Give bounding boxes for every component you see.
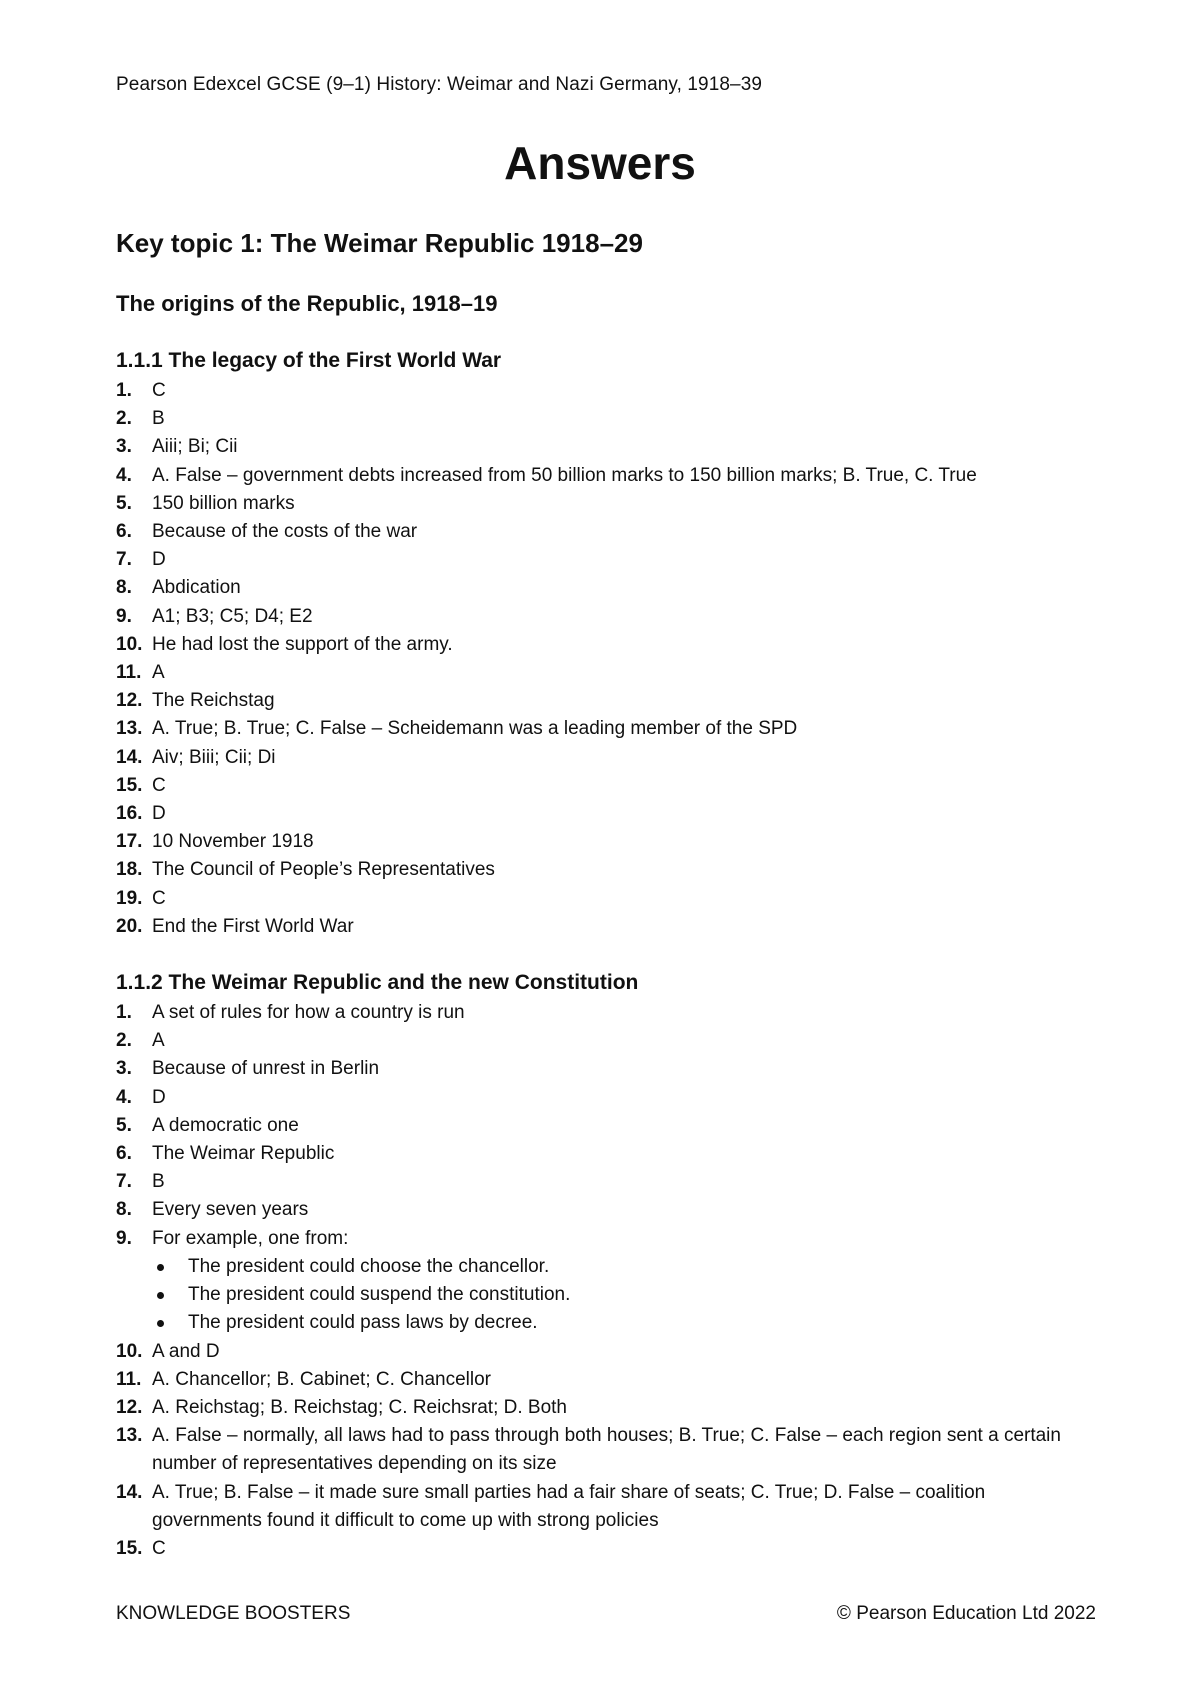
footer-series-label: KNOWLEDGE BOOSTERS xyxy=(116,1603,351,1624)
answer-text: End the First World War xyxy=(152,915,354,937)
answer-number: 6. xyxy=(116,1143,132,1165)
answer-item xyxy=(116,715,1096,743)
answer-number: 15. xyxy=(116,1537,143,1559)
answer-number: 12. xyxy=(116,1396,143,1418)
answer-item xyxy=(116,1225,1096,1338)
answer-text: A xyxy=(152,662,165,684)
answer-text: A1; B3; C5; D4; E2 xyxy=(152,605,313,627)
answer-number: 8. xyxy=(116,577,132,599)
answer-item xyxy=(116,659,1096,687)
answer-text: For example, one from: xyxy=(152,1227,349,1249)
answer-text: A. True; B. False – it made sure small parties had a fair share of seats; C. True; D. False – coalition governments found it difficult to come up with strong policies xyxy=(152,1481,986,1531)
key-topic-heading: Key topic 1: The Weimar Republic 1918–29 xyxy=(116,228,643,258)
answer-item xyxy=(116,518,1096,546)
answer-item xyxy=(116,574,1096,602)
answer-text: Because of the costs of the war xyxy=(152,521,418,543)
answers-content xyxy=(116,228,1096,1563)
answer-list xyxy=(116,999,1096,1563)
page-header: Pearson Edexcel GCSE (9–1) History: Weimar and Nazi Germany, 1918–39 xyxy=(116,74,763,95)
answer-item xyxy=(116,462,1096,490)
answer-item xyxy=(116,1535,1096,1563)
answer-number: 14. xyxy=(116,1481,143,1503)
answer-item xyxy=(116,772,1096,800)
footer-copyright: © Pearson Education Ltd 2022 xyxy=(836,1603,1096,1624)
answer-number: 1. xyxy=(116,380,132,401)
answer-list xyxy=(116,377,1096,941)
answer-text: Abdication xyxy=(152,577,241,599)
answer-item xyxy=(116,1366,1096,1394)
answer-item xyxy=(116,744,1096,772)
answer-item xyxy=(116,1394,1096,1422)
answer-item xyxy=(116,856,1096,884)
answer-number: 2. xyxy=(116,408,132,430)
answer-text: A. False – government debts increased from 50 billion marks to 150 billion marks; B. True, C. True xyxy=(152,464,977,486)
answer-number: 12. xyxy=(116,690,143,712)
page-footer xyxy=(116,1603,1096,1625)
subsection-heading: 1.1.2 The Weimar Republic and the new Constitution xyxy=(116,971,639,995)
answer-number: 16. xyxy=(116,803,143,825)
answer-text: 10 November 1918 xyxy=(152,831,314,853)
answer-number: 17. xyxy=(116,831,143,853)
page-title: Answers xyxy=(504,137,696,189)
answer-item xyxy=(116,1479,1096,1535)
answer-item xyxy=(116,1084,1096,1112)
answer-number: 13. xyxy=(116,1425,143,1447)
answer-item xyxy=(116,913,1096,941)
answer-text: C xyxy=(152,1537,166,1559)
answer-item xyxy=(116,631,1096,659)
answer-text: A. False – normally, all laws had to pass through both houses; B. True; C. False – each region sent a certain number of representatives depending on its size xyxy=(152,1425,1061,1475)
answer-text: C xyxy=(152,380,166,401)
answer-text: The Reichstag xyxy=(152,690,275,712)
section-heading: The origins of the Republic, 1918–19 xyxy=(116,291,498,316)
answer-number: 11. xyxy=(116,1368,142,1390)
answer-number: 4. xyxy=(116,464,132,486)
answer-item xyxy=(116,800,1096,828)
answer-text: B xyxy=(152,408,165,430)
answer-number: 3. xyxy=(116,436,132,458)
answer-number: 9. xyxy=(116,605,132,627)
answer-number: 15. xyxy=(116,774,143,796)
answer-number: 1. xyxy=(116,1002,132,1024)
answer-text: C xyxy=(152,774,166,796)
answer-text: A set of rules for how a country is run xyxy=(152,1002,465,1024)
answer-text: A xyxy=(152,1030,165,1052)
subsection-heading: 1.1.1 The legacy of the First World War xyxy=(116,349,502,372)
bullet-item: The president could pass laws by decree. xyxy=(152,1309,1096,1337)
answer-item xyxy=(116,885,1096,913)
answer-text: Aiii; Bi; Cii xyxy=(152,436,238,458)
answer-text: The Council of People’s Representatives xyxy=(152,859,495,881)
bullet-list xyxy=(152,1253,1096,1338)
answer-number: 5. xyxy=(116,492,132,514)
answer-text: The Weimar Republic xyxy=(152,1143,335,1165)
answer-item xyxy=(116,1027,1096,1055)
bullet-item: The president could choose the chancellor. xyxy=(152,1253,1096,1281)
answer-item xyxy=(116,1112,1096,1140)
answer-item xyxy=(116,999,1096,1027)
answer-number: 2. xyxy=(116,1030,132,1052)
answer-item xyxy=(116,828,1096,856)
answer-item xyxy=(116,1338,1096,1366)
answer-text: He had lost the support of the army. xyxy=(152,633,453,655)
answer-text: A. Reichstag; B. Reichstag; C. Reichsrat; D. Both xyxy=(152,1396,568,1418)
answer-item xyxy=(116,1196,1096,1224)
answer-item xyxy=(116,687,1096,715)
answer-item xyxy=(116,1422,1096,1478)
answer-number: 18. xyxy=(116,859,143,881)
answer-number: 8. xyxy=(116,1199,132,1221)
bullet-item: The president could suspend the constitution. xyxy=(152,1281,1096,1309)
answer-number: 20. xyxy=(116,915,143,937)
answer-number: 19. xyxy=(116,887,143,909)
answer-text: A. Chancellor; B. Cabinet; C. Chancellor xyxy=(152,1368,491,1390)
answer-text: D xyxy=(152,803,166,825)
answer-item xyxy=(116,603,1096,631)
answer-text: A. True; B. True; C. False – Scheidemann was a leading member of the SPD xyxy=(152,718,798,740)
answer-item xyxy=(116,1140,1096,1168)
answer-item xyxy=(116,377,1096,405)
answer-number: 5. xyxy=(116,1114,132,1136)
answer-text: Every seven years xyxy=(152,1199,309,1221)
answer-number: 14. xyxy=(116,746,143,768)
answer-number: 7. xyxy=(116,549,132,571)
answer-text: D xyxy=(152,549,166,571)
answer-item xyxy=(116,490,1096,518)
answer-number: 13. xyxy=(116,718,143,740)
subsection-1-1-2 xyxy=(116,971,1096,1563)
answer-text: B xyxy=(152,1171,165,1193)
answer-item xyxy=(116,1168,1096,1196)
answer-number: 9. xyxy=(116,1227,132,1249)
answer-item xyxy=(116,405,1096,433)
answer-text: D xyxy=(152,1086,166,1108)
answer-number: 3. xyxy=(116,1058,132,1080)
answer-number: 10. xyxy=(116,633,143,655)
answer-text: A democratic one xyxy=(152,1114,299,1136)
answer-number: 6. xyxy=(116,521,132,543)
answer-text: 150 billion marks xyxy=(152,492,295,514)
answer-text: Aiv; Biii; Cii; Di xyxy=(152,746,276,768)
answer-number: 7. xyxy=(116,1171,132,1193)
answer-number: 4. xyxy=(116,1086,132,1108)
answer-number: 11. xyxy=(116,662,142,684)
answer-text: A and D xyxy=(152,1340,220,1362)
answer-text: C xyxy=(152,887,166,909)
answer-item xyxy=(116,1055,1096,1083)
answer-text: Because of unrest in Berlin xyxy=(152,1058,380,1080)
subsection-1-1-1 xyxy=(116,349,1096,941)
answer-item xyxy=(116,433,1096,461)
answer-number: 10. xyxy=(116,1340,143,1362)
answer-item xyxy=(116,546,1096,574)
